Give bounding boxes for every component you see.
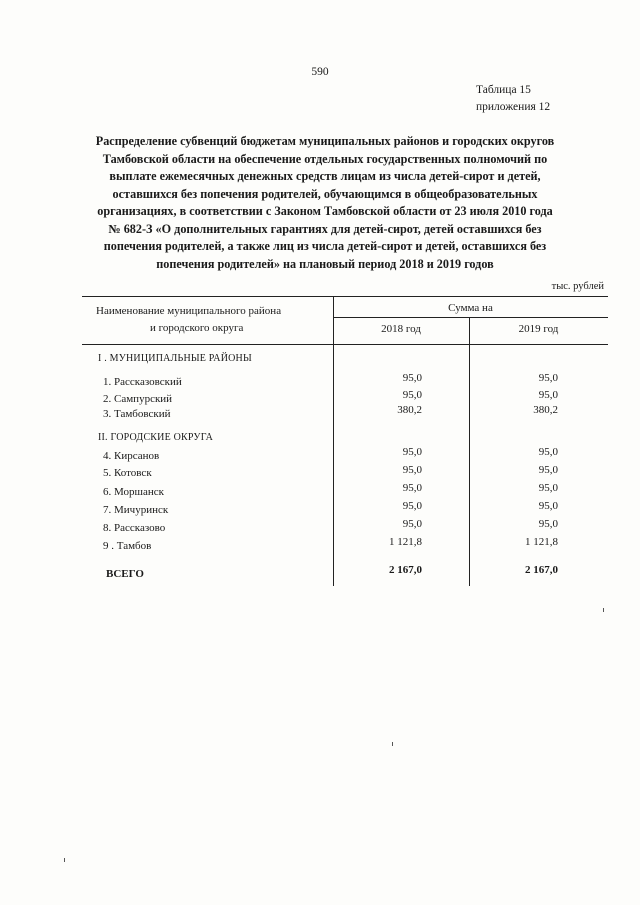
title-line: попечения родителей, а также лиц из числа детей-сирот и детей, оставшихся без [103, 239, 547, 253]
table-cell-2018: 95,0 [402, 389, 422, 401]
page-number: 590 [311, 66, 329, 78]
table-row-name: 8. Рассказово [103, 522, 166, 534]
table-cell-2018: 380,2 [397, 404, 422, 416]
appendix-reference: приложения 12 [476, 101, 551, 113]
table-cell-2018: 95,0 [402, 446, 422, 458]
document-title [80, 133, 570, 273]
title-line: Тамбовской области на обеспечение отдельных государственных полномочий по [102, 151, 548, 166]
table-cell-2018: 95,0 [402, 518, 422, 530]
title-line: № 682-З «О дополнительных гарантиях для детей-сирот, детей оставшихся без [108, 221, 542, 236]
table-row-name: 1. Рассказовский [103, 376, 182, 388]
sum-header-divider [333, 317, 608, 318]
table-cell-2019: 95,0 [538, 518, 558, 530]
title-line: попечения родителей» на плановый период 2018 и 2019 годов [156, 256, 494, 271]
section-heading-districts: I . МУНИЦИПАЛЬНЫЕ РАЙОНЫ [98, 353, 252, 364]
table-row-name: 7. Мичуринск [103, 504, 169, 516]
title-line: организациях, в соответствии с Законом Тамбовской области от 23 июля 2010 года [97, 204, 553, 218]
title-line: Распределение субвенций бюджетам муниципальных районов и городских округов [95, 134, 555, 148]
table-cell-2018: 95,0 [402, 464, 422, 476]
scan-speck [64, 858, 65, 862]
header-name-line2: и городского округа [150, 322, 244, 334]
header-bottom-border [82, 344, 608, 345]
table-cell-2018: 95,0 [402, 500, 422, 512]
table-row-name: 4. Кирсанов [103, 450, 160, 462]
header-sum: Сумма на [448, 302, 493, 314]
table-row-name: 9 . Тамбов [103, 540, 152, 552]
header-name-line1: Наименование муниципального района [96, 305, 282, 317]
scan-speck [392, 742, 393, 746]
table-row-name: 5. Котовск [103, 467, 152, 479]
table-cell-2019: 95,0 [538, 500, 558, 512]
units-label: тыс. рублей [551, 281, 604, 292]
header-year-2018: 2018 год [381, 323, 421, 335]
table-row-name: 3. Тамбовский [103, 408, 171, 420]
section-heading-city-districts: II. ГОРОДСКИЕ ОКРУГА [98, 432, 214, 443]
scan-speck [603, 608, 604, 612]
total-label: ВСЕГО [106, 568, 144, 580]
table-cell-2018: 95,0 [402, 482, 422, 494]
table-cell-2019: 95,0 [538, 482, 558, 494]
table-row-name: 6. Моршанск [103, 486, 164, 498]
total-2018: 2 167,0 [389, 564, 422, 576]
table-cell-2019: 380,2 [533, 404, 558, 416]
header-year-2019: 2019 год [518, 323, 559, 335]
table-top-border [82, 296, 608, 297]
table-cell-2019: 95,0 [538, 372, 558, 384]
table-reference: Таблица 15 [476, 84, 531, 96]
table-cell-2019: 95,0 [538, 464, 558, 476]
table-cell-2019: 1 121,8 [525, 536, 558, 548]
title-line: оставшихся без попечения родителей, обучающимся в общеобразовательных [112, 186, 538, 201]
table-row-name: 2. Сампурский [103, 393, 173, 405]
total-2019: 2 167,0 [525, 564, 558, 576]
title-line: выплате ежемесячных денежных средств лицам из числа детей-сирот и детей, [109, 169, 541, 183]
table-cell-2019: 95,0 [538, 389, 558, 401]
table-cell-2018: 95,0 [402, 372, 422, 384]
table-cell-2019: 95,0 [538, 446, 558, 458]
table-cell-2018: 1 121,8 [389, 536, 422, 548]
